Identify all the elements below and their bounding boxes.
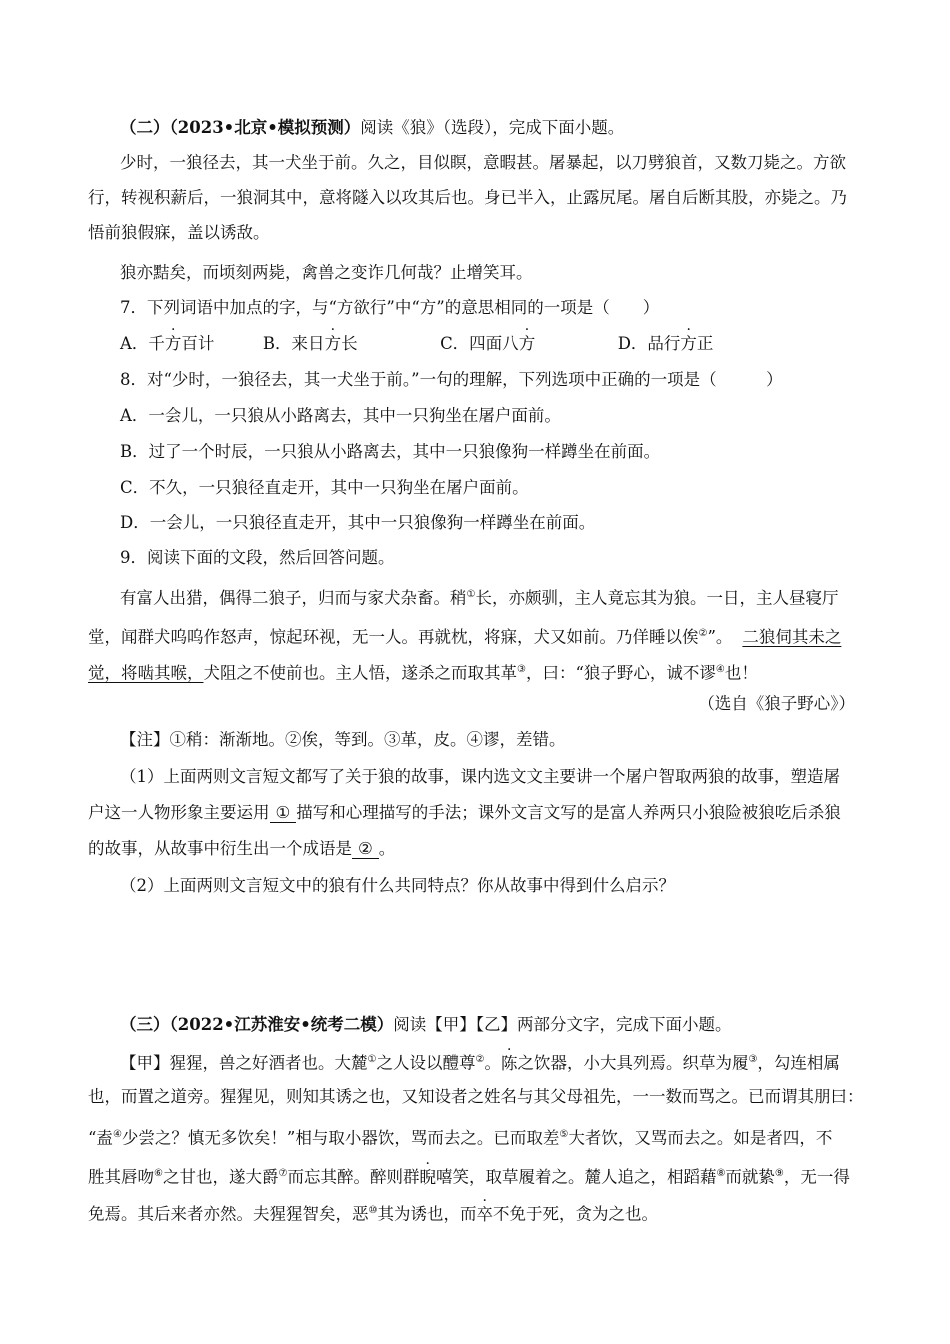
section2-heading-rest: 阅读《狼》（选段），完成下面小题。 [360, 118, 625, 137]
question-8-option-b: B．过了一个时辰，一只狼从小路离去，其中一只狼像狗一样蹲坐在前面。 [120, 442, 661, 461]
section3-heading-prefix: （三） [120, 1015, 170, 1034]
section3-heading-rest: 阅读【甲】【乙】两部分文字，完成下面小题。 [393, 1015, 732, 1034]
answer-blank-2[interactable]: ② [352, 840, 379, 859]
option-c: C．四面八方 [440, 334, 536, 353]
subquestion-1-line-3: 的故事，从故事中衍生出一个成语是 ② 。 [88, 839, 396, 858]
question-8-option-c: C．不久，一只狼径直走开，其中一只狗坐在屠户面前。 [120, 478, 529, 497]
answer-blank-1[interactable]: ① [270, 804, 297, 823]
jia-line-4: 胜其唇吻⑥之甘也，遂大爵⑦而忘其醉。醉则群睨嘻笑，取草履着之。麓人追之，相蹈藉⑧而就絷⑨，无一得 [88, 1167, 850, 1187]
option-a: A．千方百计 [120, 334, 215, 353]
subquestion-2: （2）上面两则文言短文中的狼有什么共同特点？你从故事中得到什么启示？ [120, 876, 675, 895]
question-9-stem: 9．阅读下面的文段，然后回答问题。 [120, 548, 395, 567]
section2-heading [120, 118, 624, 138]
q9-passage-line-1: 有富人出猎，偶得二狼子，归而与家犬杂畜。稍①长，亦颇驯，主人竟忘其为狼。一日，主人昼寝厅 [120, 588, 839, 608]
jia-line-1: 【甲】猩猩，兽之好酒者也。大麓①之人设以醴尊②。陈之饮器，小大具列焉。织草为履③，勾连相属 [120, 1053, 840, 1073]
jia-line-5: 免焉。其后来者亦然。夫猩猩智矣，恶⑩其为诱也，而卒不免于死，贪为之也。 [88, 1204, 658, 1224]
question-8-option-d: D．一会儿，一只狼径直走开，其中一只狼像狗一样蹲坐在前面。 [120, 513, 596, 532]
question-8-stem: 8．对“少时，一狼径去，其一犬坐于前。”一句的理解，下列选项中正确的一项是（ ） [120, 370, 783, 389]
q9-passage-line-2: 堂，闻群犬呜呜作怒声，惊起环视，无一人。再就枕，将寐，犬又如前。乃佯睡以俟②”。 二狼伺其未之 [88, 627, 842, 647]
q9-passage-line-3: 觉，将啮其喉，犬阻之不使前也。主人悟，遂杀之而取其革③，曰：“狼子野心，诚不谬④也！ [88, 663, 758, 683]
passage-line: 狼亦黠矣，而顷刻两毙，禽兽之变诈几何哉？止增笑耳。 [120, 263, 533, 282]
q9-source: （选自《狼子野心》） [698, 694, 855, 713]
question-7-options [120, 334, 713, 354]
subquestion-1-line-1: （1）上面两则文言短文都写了关于狼的故事，课内选文文主要讲一个屠户智取两狼的故事，塑造屠 [120, 767, 840, 786]
jia-line-3: “盍④少尝之？慎无多饮矣！”相与取小器饮，骂而去之。已而取差⑤大者饮，又骂而去之。如是者四，不 [88, 1128, 833, 1148]
subquestion-1-line-2: 户这一人物形象主要运用 ① 描写和心理描写的手法；课外文言文写的是富人养两只小狼险被狼吃后杀狼 [88, 803, 841, 822]
passage-line: 悟前狼假寐，盖以诱敌。 [88, 223, 270, 242]
option-b: B．来日方长 [262, 334, 358, 353]
passage-line: 少时，一狼径去，其一犬坐于前。久之，目似瞑，意暇甚。屠暴起，以刀劈狼首，又数刀毙之。方欲 [120, 153, 846, 172]
section3-heading-source: （2022•江苏淮安•统考二模） [169, 1015, 394, 1034]
section3-heading [120, 1015, 732, 1035]
section2-heading-prefix: （二） [120, 118, 170, 137]
question-7-stem: 7．下列词语中加点的字，与“方欲行”中“方”的意思相同的一项是（ ） [120, 298, 660, 317]
question-8-option-a: A．一会儿，一只狼从小路离去，其中一只狗坐在屠户面前。 [120, 406, 561, 425]
q9-note: 【注】①稍：渐渐地。②俟，等到。③革，皮。④谬，差错。 [120, 730, 566, 749]
section2-heading-source: （2023•北京•模拟预测） [169, 118, 361, 137]
option-d: D．品行方正 [617, 334, 714, 353]
passage-line: 行，转视积薪后，一狼洞其中，意将隧入以攻其后也。身已半入，止露尻尾。屠自后断其股，亦毙之。乃 [88, 188, 847, 207]
jia-line-2: 也，而置之道旁。猩猩见，则知其诱之也，又知设者之姓名与其父母祖先，一一数而骂之。已而谓其朋曰： [88, 1087, 864, 1106]
